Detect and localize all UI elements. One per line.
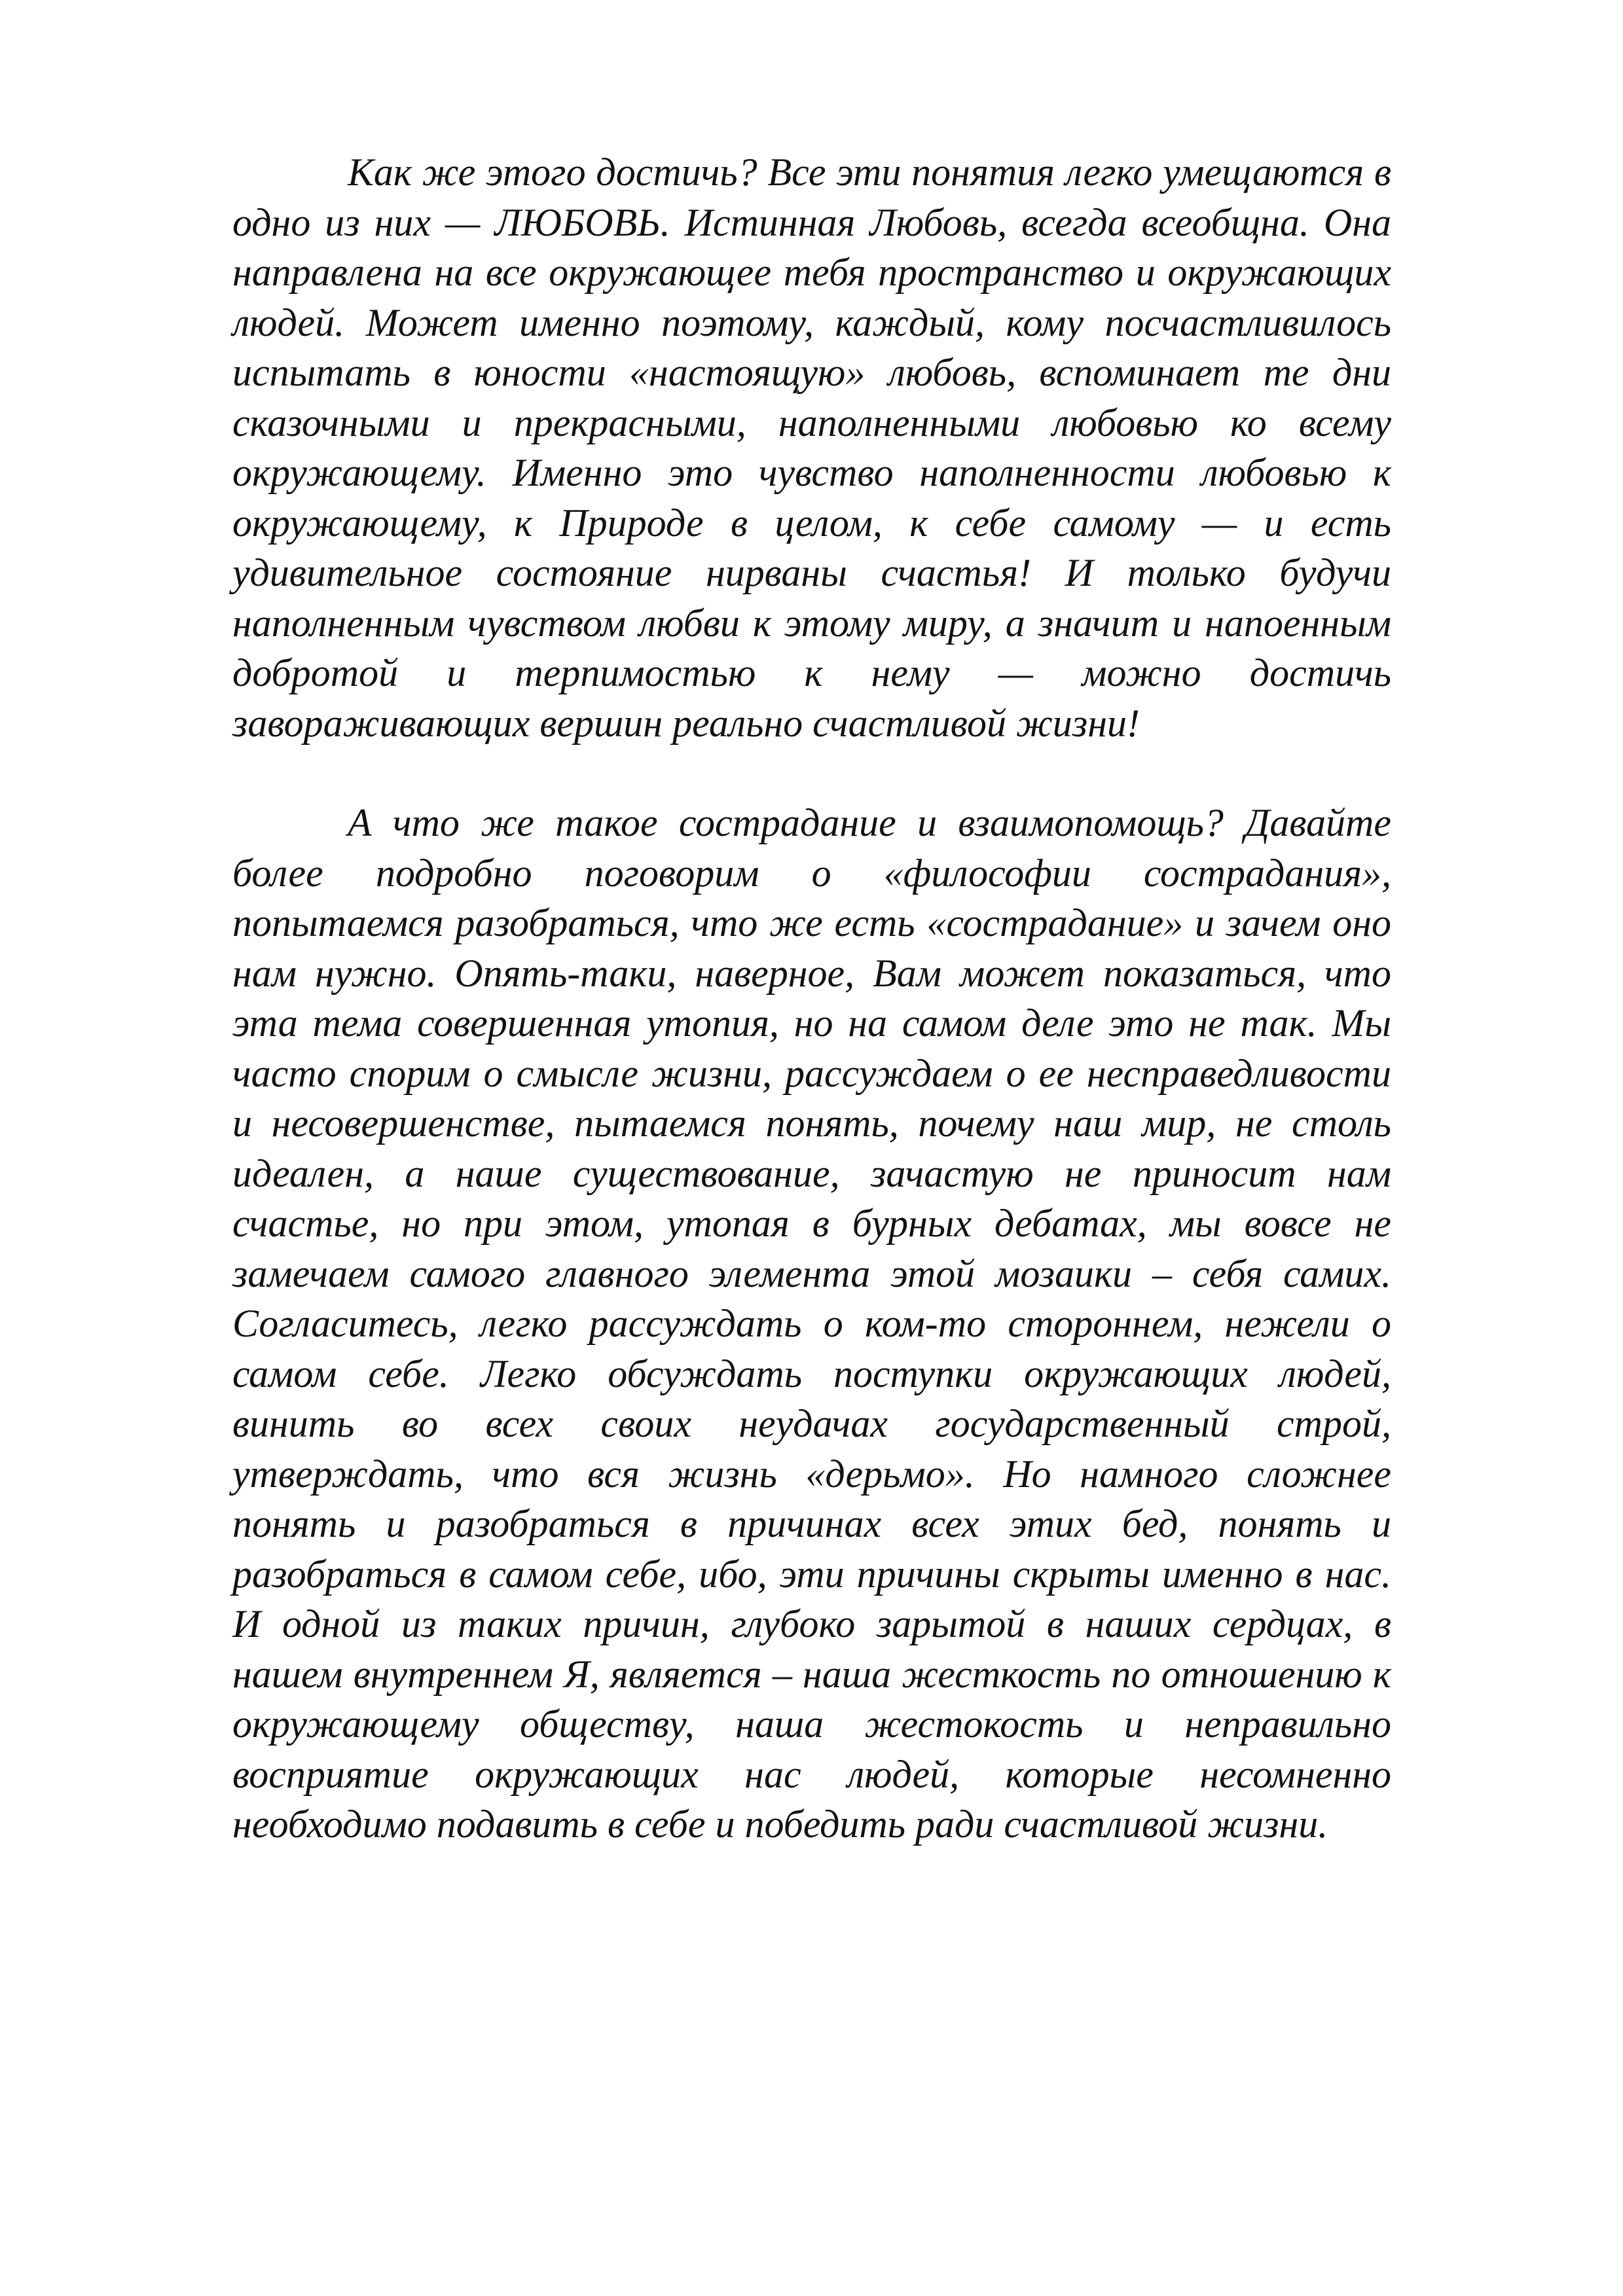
paragraph-love: Как же этого достичь? Все эти понятия легко умещаются в одно из них — ЛЮБОВЬ. Истинная Любовь, всегда всеобщна. Она направлена на все окружающее тебя пространство и окружающих людей. Может именно поэтому, каждый, кому посчастливилось испытать в юности «настоящую» любовь, вспоминает те дни сказочными и прекрасными, наполненными любовью ко всему окружающему. Именно это чувство наполненности любовью к окружающему, к Природе в целом, к себе самому — и есть удивительное состояние нирваны счастья! И только будучи наполненным чувством любви к этому миру, а значит и напоенным добротой и терпимостью к нему — можно достичь завораживающих вершин реально счастливой жизни! [232,151,1391,745]
body-text [232,147,1391,1850]
paragraph-compassion: А что же такое сострадание и взаимопомощь? Давайте более подробно поговорим о «философии сострадания», попытаемся разобраться, что же есть «сострадание» и зачем оно нам нужно. Опять-таки, наверное, Вам может показаться, что эта тема совершенная утопия, но на самом деле это не так. Мы часто спорим о смысле жизни, рассуждаем о ее несправедливости и несовершенстве, пытаемся понять, почему наш мир, не столь идеален, а наше существование, зачастую не приносит нам счастье, но при этом, утопая в бурных дебатах, мы вовсе не замечаем самого главного элемента этой мозаики – себя самих. Согласитесь, легко рассуждать о ком-то стороннем, нежели о самом себе. Легко обсуждать поступки окружающих людей, винить во всех своих неудачах государственный строй, утверждать, что вся жизнь «дерьмо». Но намного сложнее понять и разобраться в причинах всех этих бед, понять и разобраться в самом себе, ибо, эти причины скрыты именно в нас. И одной из таких причин, глубоко зарытой в наших сердцах, в нашем внутреннем Я, является – наша жесткость по отношению к окружающему обществу, наша жестокость и неправильно восприятие окружающих нас людей, которые несомненно необходимо подавить в себе и победить ради счастливой жизни. [232,801,1391,1846]
